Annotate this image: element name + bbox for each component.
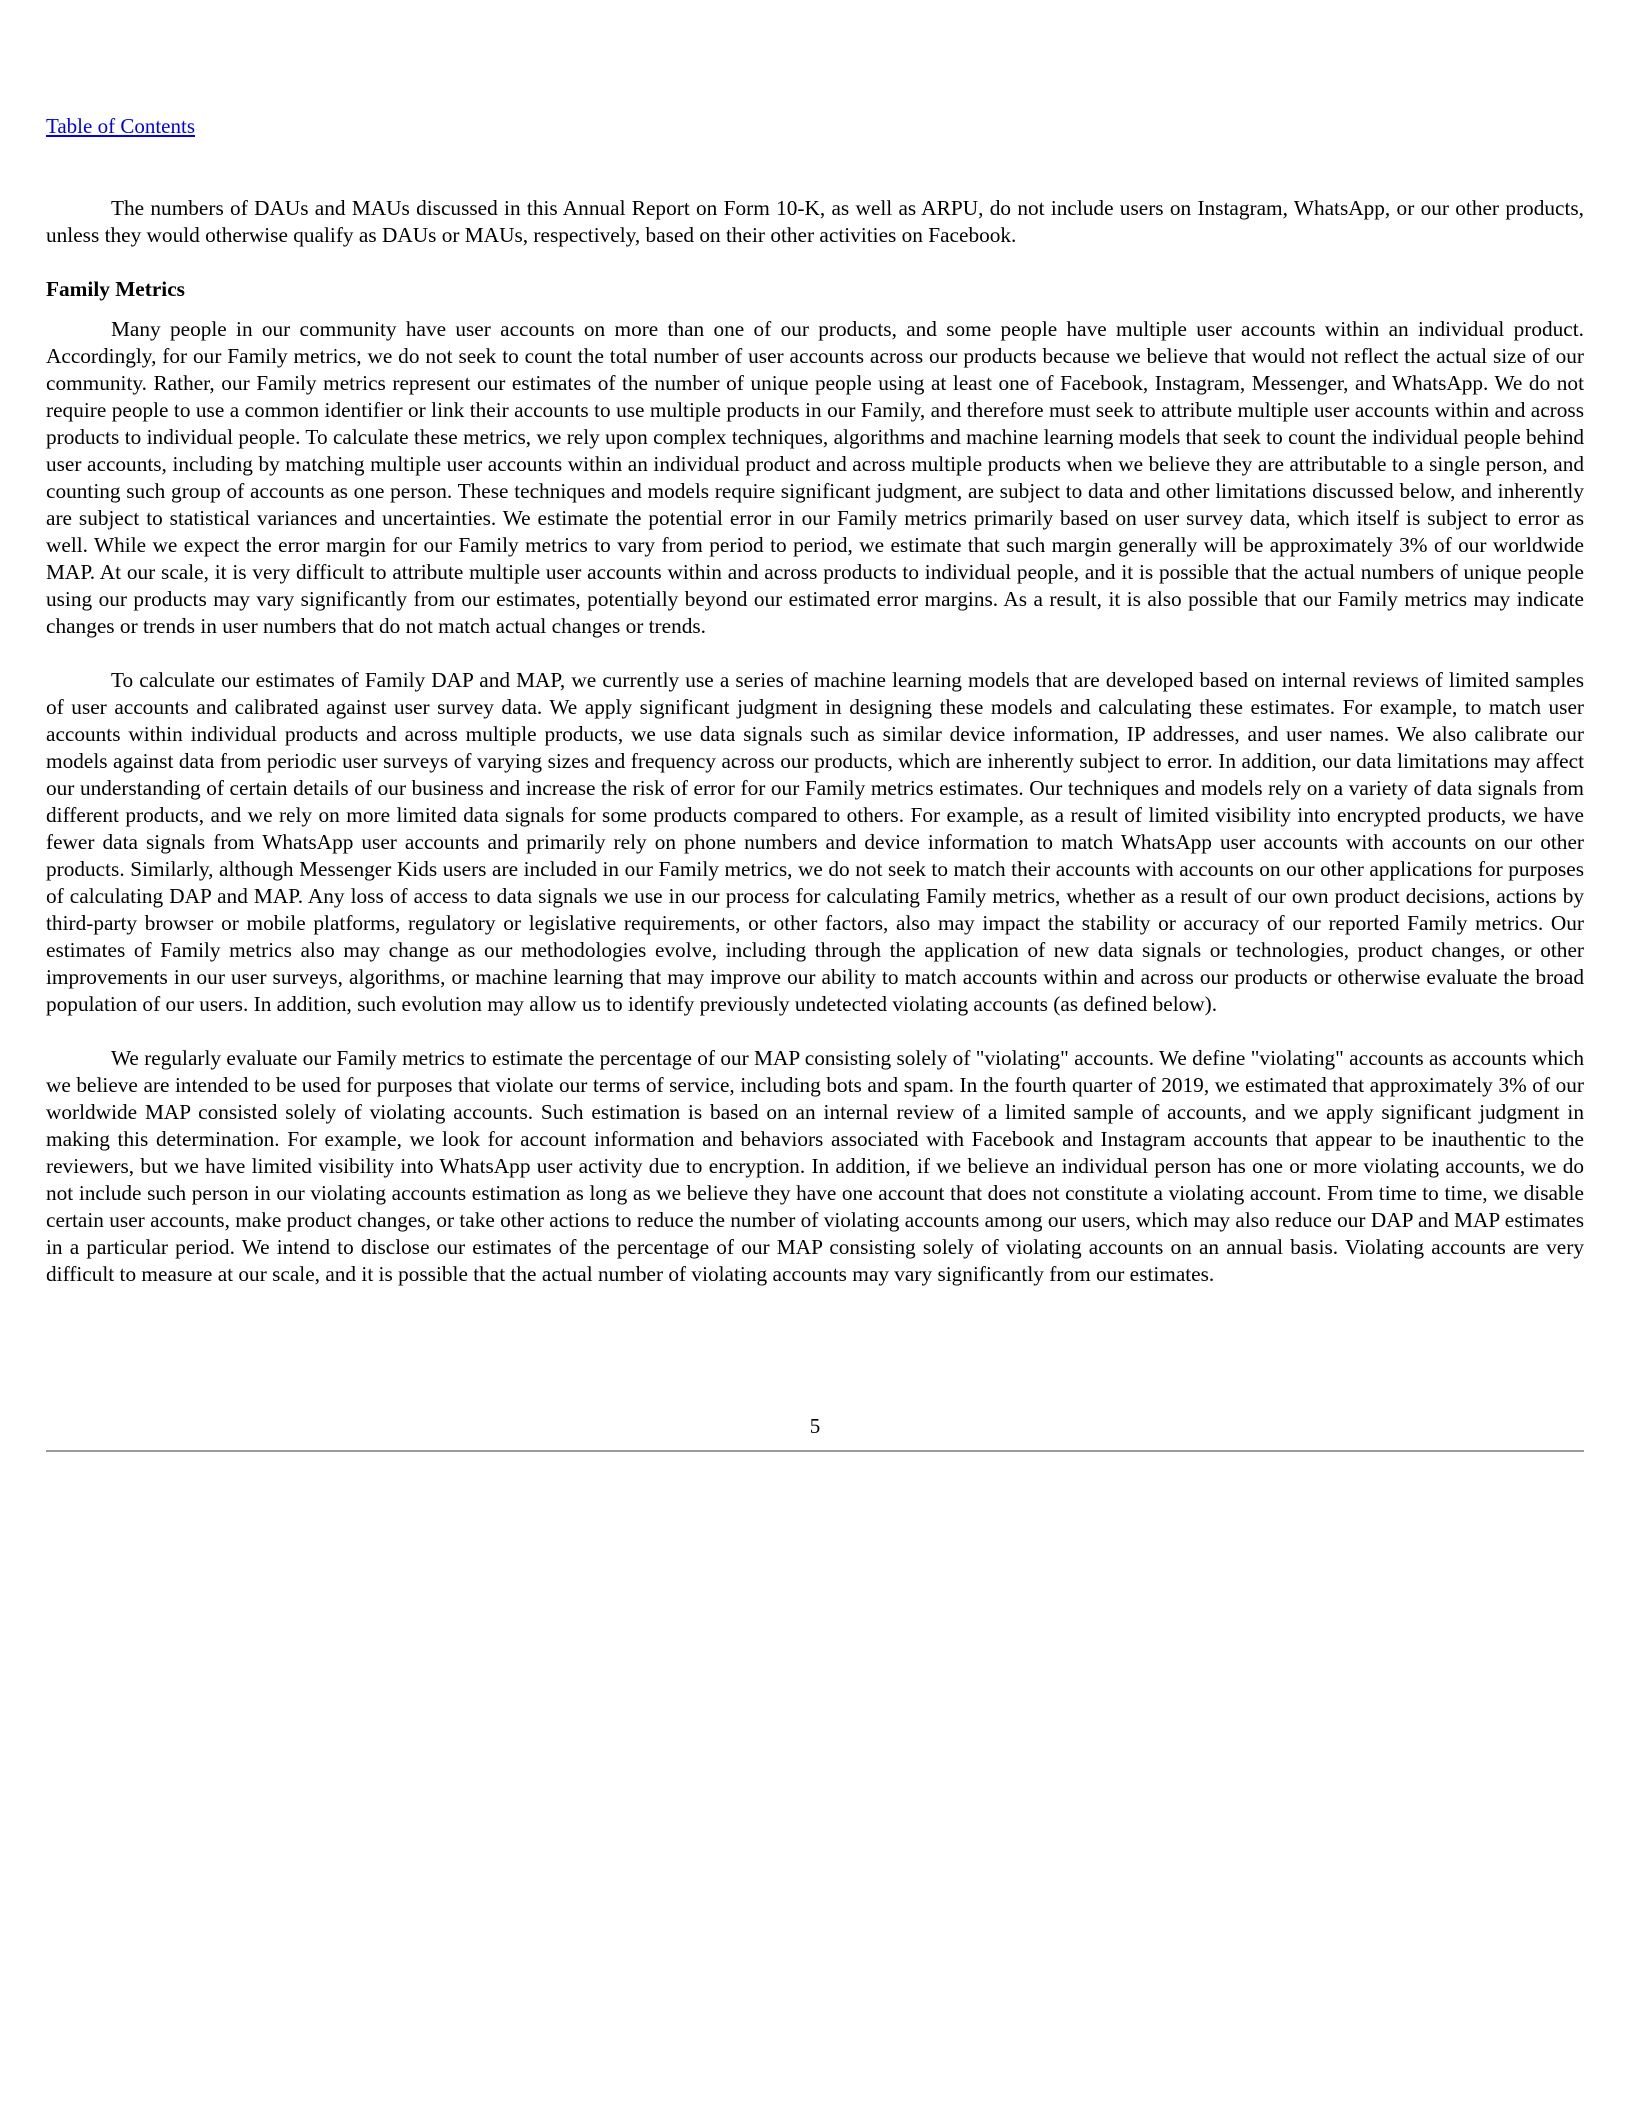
family-metrics-paragraph-1: Many people in our community have user accounts on more than one of our products, and some people have multiple user accounts within an individual product. Accordingly, for our Family metrics, we do not seek to count the total number of user accounts across our products because we believe that would not reflect the actual size of our community. Rather, our Family metrics represent our estimates of the number of unique people using at least one of Facebook, Instagram, Messenger, and WhatsApp. We do not require people to use a common identifier or link their accounts to use multiple products in our Family, and therefore must seek to attribute multiple user accounts within and across products to individual people. To calculate these metrics, we rely upon complex techniques, algorithms and machine learning models that seek to count the individual people behind user accounts, including by matching multiple user accounts within an individual product and across multiple products when we believe they are attributable to a single person, and counting such group of accounts as one person. These techniques and models require significant judgment, are subject to data and other limitations discussed below, and inherently are subject to statistical variances and uncertainties. We estimate the potential error in our Family metrics primarily based on user survey data, which itself is subject to error as well. While we expect the error margin for our Family metrics to vary from period to period, we estimate that such margin generally will be approximately 3% of our worldwide MAP. At our scale, it is very difficult to attribute multiple user accounts within and across products to individual people, and it is possible that the actual numbers of unique people using our products may vary significantly from our estimates, potentially beyond our estimated error margins. As a result, it is also possible that our Family metrics may indicate changes or trends in user numbers that do not match actual changes or trends. [46, 317, 1584, 638]
intro-paragraph: The numbers of DAUs and MAUs discussed in this Annual Report on Form 10-K, as well as ARPU, do not include users on Instagram, WhatsApp, or our other products, unless they would otherwise qualify as DAUs or MAUs, respectively, based on their other activities on Facebook. [46, 196, 1584, 247]
section-heading-family-metrics: Family Metrics [46, 277, 185, 301]
document-body [46, 195, 1584, 1315]
page-number: 5 [809, 1414, 821, 1438]
family-metrics-paragraph-3: We regularly evaluate our Family metrics to estimate the percentage of our MAP consisting solely of "violating" accounts. We define "violating" accounts as accounts which we believe are intended to be used for purposes that violate our terms of service, including bots and spam. In the fourth quarter of 2019, we estimated that approximately 3% of our worldwide MAP consisted solely of violating accounts. Such estimation is based on an internal review of a limited sample of accounts, and we apply significant judgment in making this determination. For example, we look for account information and behaviors associated with Facebook and Instagram accounts that appear to be inauthentic to the reviewers, but we have limited visibility into WhatsApp user activity due to encryption. In addition, if we believe an individual person has one or more violating accounts, we do not include such person in our violating accounts estimation as long as we believe they have one account that does not constitute a violating account. From time to time, we disable certain user accounts, make product changes, or take other actions to reduce the number of violating accounts among our users, which may also reduce our DAP and MAP estimates in a particular period. We intend to disclose our estimates of the percentage of our MAP consisting solely of violating accounts on an annual basis. Violating accounts are very difficult to measure at our scale, and it is possible that the actual number of violating accounts may vary significantly from our estimates. [46, 1046, 1584, 1286]
page-divider [46, 1450, 1584, 1452]
table-of-contents-link[interactable]: Table of Contents [46, 114, 195, 138]
family-metrics-paragraph-2: To calculate our estimates of Family DAP and MAP, we currently use a series of machine learning models that are developed based on internal reviews of limited samples of user accounts and calibrated against user survey data. We apply significant judgment in designing these models and calculating these estimates. For example, to match user accounts within individual products and across multiple products, we use data signals such as similar device information, IP addresses, and user names. We also calibrate our models against data from periodic user surveys of varying sizes and frequency across our products, which are inherently subject to error. In addition, our data limitations may affect our understanding of certain details of our business and increase the risk of error for our Family metrics estimates. Our techniques and models rely on a variety of data signals from different products, and we rely on more limited data signals for some products compared to others. For example, as a result of limited visibility into encrypted products, we have fewer data signals from WhatsApp user accounts and primarily rely on phone numbers and device information to match WhatsApp user accounts with accounts on our other products. Similarly, although Messenger Kids users are included in our Family metrics, we do not seek to match their accounts with accounts on our other applications for purposes of calculating DAP and MAP. Any loss of access to data signals we use in our process for calculating Family metrics, whether as a result of our own product decisions, actions by third-party browser or mobile platforms, regulatory or legislative requirements, or other factors, also may impact the stability or accuracy of our reported Family metrics. Our estimates of Family metrics also may change as our methodologies evolve, including through the application of new data signals or technologies, product changes, or other improvements in our user surveys, algorithms, or machine learning that may improve our ability to match accounts within and across our products or otherwise evaluate the broad population of our users. In addition, such evolution may allow us to identify previously undetected violating accounts (as defined below). [46, 668, 1584, 1016]
